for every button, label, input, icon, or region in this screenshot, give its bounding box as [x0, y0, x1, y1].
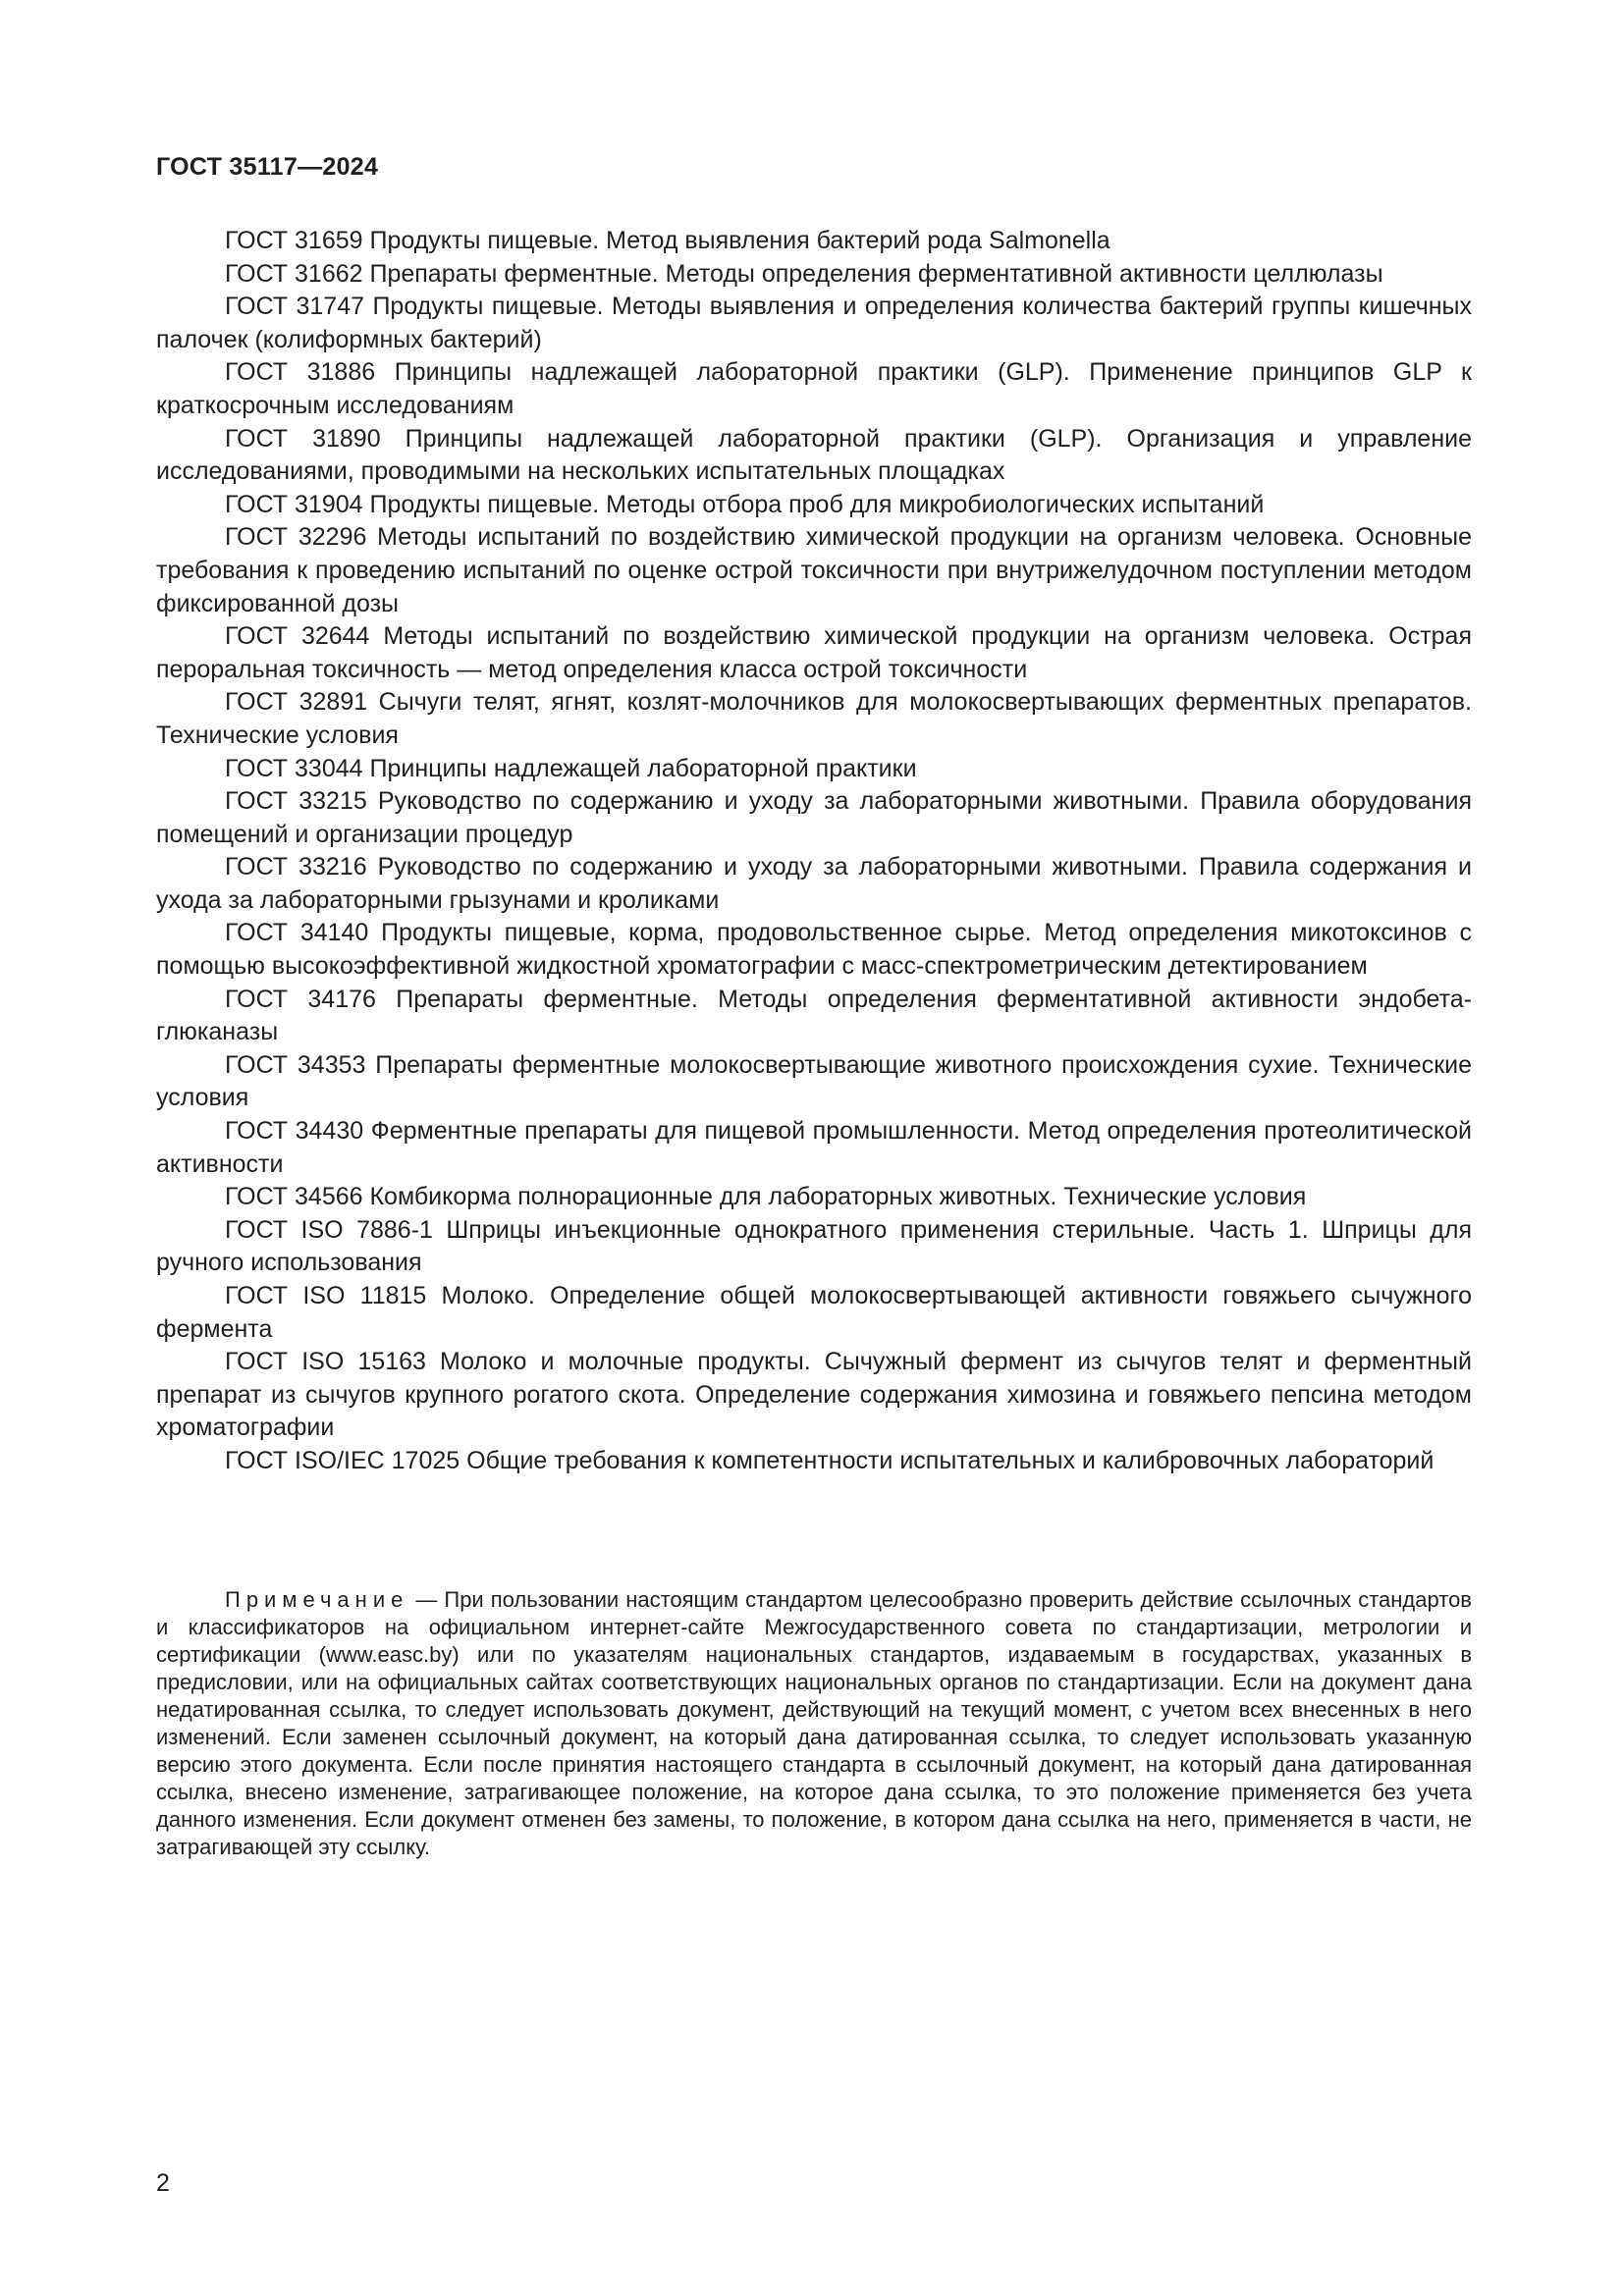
reference-item: ГОСТ ISO 15163 Молоко и молочные продукты. Сычужный фермент из сычугов телят и ферментный препарат из сычугов крупного рогатого скота. Определение содержания химозина и говяжьего пепсина методом хроматографии	[156, 1348, 1472, 1442]
reference-item: ГОСТ 31662 Препараты ферментные. Методы определения ферментативной активности целлюлазы	[225, 259, 1383, 288]
note-paragraph	[156, 1586, 1472, 1861]
note-label: Примечание	[225, 1587, 409, 1612]
reference-item: ГОСТ ISO 7886-1 Шприцы инъекционные однократного применения стерильные. Часть 1. Шприцы для ручного использования	[156, 1215, 1472, 1277]
reference-item: ГОСТ 33216 Руководство по содержанию и уходу за лабораторными животными. Правила содержания и ухода за лабораторными грызунами и кроликами	[156, 853, 1472, 914]
reference-item: ГОСТ 31904 Продукты пищевые. Методы отбора проб для микробиологических испытаний	[225, 490, 1265, 518]
reference-item: ГОСТ ISO/IEC 17025 Общие требования к компетентности испытательных и калибровочных лабораторий	[225, 1446, 1435, 1474]
document-header: ГОСТ 35117—2024	[156, 153, 379, 181]
reference-item: ГОСТ 32644 Методы испытаний по воздействию химической продукции на организм человека. Острая пероральная токсичность — метод определения класса острой токсичности	[156, 622, 1472, 683]
reference-item: ГОСТ 34353 Препараты ферментные молокосвертывающие животного происхождения сухие. Технические условия	[156, 1050, 1472, 1112]
reference-item: ГОСТ 34140 Продукты пищевые, корма, продовольственное сырье. Метод определения микотоксинов с помощью высокоэффективной жидкостной хроматографии с масс-спектрометрическим детектированием	[156, 919, 1472, 981]
reference-item: ГОСТ 31659 Продукты пищевые. Метод выявления бактерий рода Salmonella	[225, 227, 1110, 254]
reference-item: ГОСТ 33215 Руководство по содержанию и уходу за лабораторными животными. Правила оборудования помещений и организации процедур	[156, 787, 1472, 848]
reference-item: ГОСТ 34176 Препараты ферментные. Методы определения ферментативной активности эндобета-глюканазы	[156, 985, 1472, 1046]
reference-item: ГОСТ 34566 Комбикорма полнорационные для лабораторных животных. Технические условия	[225, 1183, 1307, 1211]
reference-item: ГОСТ 33044 Принципы надлежащей лабораторной практики	[225, 754, 917, 782]
reference-item: ГОСТ 31886 Принципы надлежащей лабораторной практики (GLP). Применение принципов GLP к краткосрочным исследованиям	[156, 358, 1472, 419]
reference-item: ГОСТ 31747 Продукты пищевые. Методы выявления и определения количества бактерий группы кишечных палочек (колиформных бактерий)	[156, 293, 1472, 353]
reference-item: ГОСТ 31890 Принципы надлежащей лабораторной практики (GLP). Организация и управление исследованиями, проводимыми на нескольких испытательных площадках	[156, 424, 1472, 486]
reference-item: ГОСТ 32296 Методы испытаний по воздействию химической продукции на организм человека. Основные требования к проведению испытаний по оценке острой токсичности при внутрижелудочном поступлении методом фиксированной дозы	[156, 523, 1472, 617]
reference-item: ГОСТ ISO 11815 Молоко. Определение общей молокосвертывающей активности говяжьего сычужного фермента	[156, 1282, 1472, 1343]
reference-item: ГОСТ 32891 Сычуги телят, ягнят, козлят-молочников для молокосвертывающих ферментных препаратов. Технические условия	[156, 688, 1472, 749]
note-text: — При пользовании настоящим стандартом целесообразно проверить действие ссылочных стандартов и классификаторов на официальном интернет-сайте Межгосударственного совета по стандартизации, метрологии и сертификации (www.easc.by) или по указателям национальных стандартов, издаваемым в государствах, указанных в предисловии, или на официальных сайтах соответствующих национальных органов по стандартизации. Если на документ дана недатированная ссылка, то следует использовать документ, действующий на текущий момент, с учетом всех внесенных в него изменений. Если заменен ссылочный документ, на который дана датированная ссылка, то следует использовать указанную версию этого документа. Если после принятия настоящего стандарта в ссылочный документ, на который дана датированная ссылка, внесено изменение, затрагивающее положение, на которое дана ссылка, то это положение применяется без учета данного изменения. Если документ отменен без замены, то положение, в котором дана ссылка на него, применяется в части, не затрагивающей эту ссылку.	[156, 1587, 1472, 1859]
page-number: 2	[156, 2169, 170, 2197]
normative-references-list	[156, 225, 1472, 1478]
reference-item: ГОСТ 34430 Ферментные препараты для пищевой промышленности. Метод определения протеолитической активности	[156, 1117, 1472, 1178]
